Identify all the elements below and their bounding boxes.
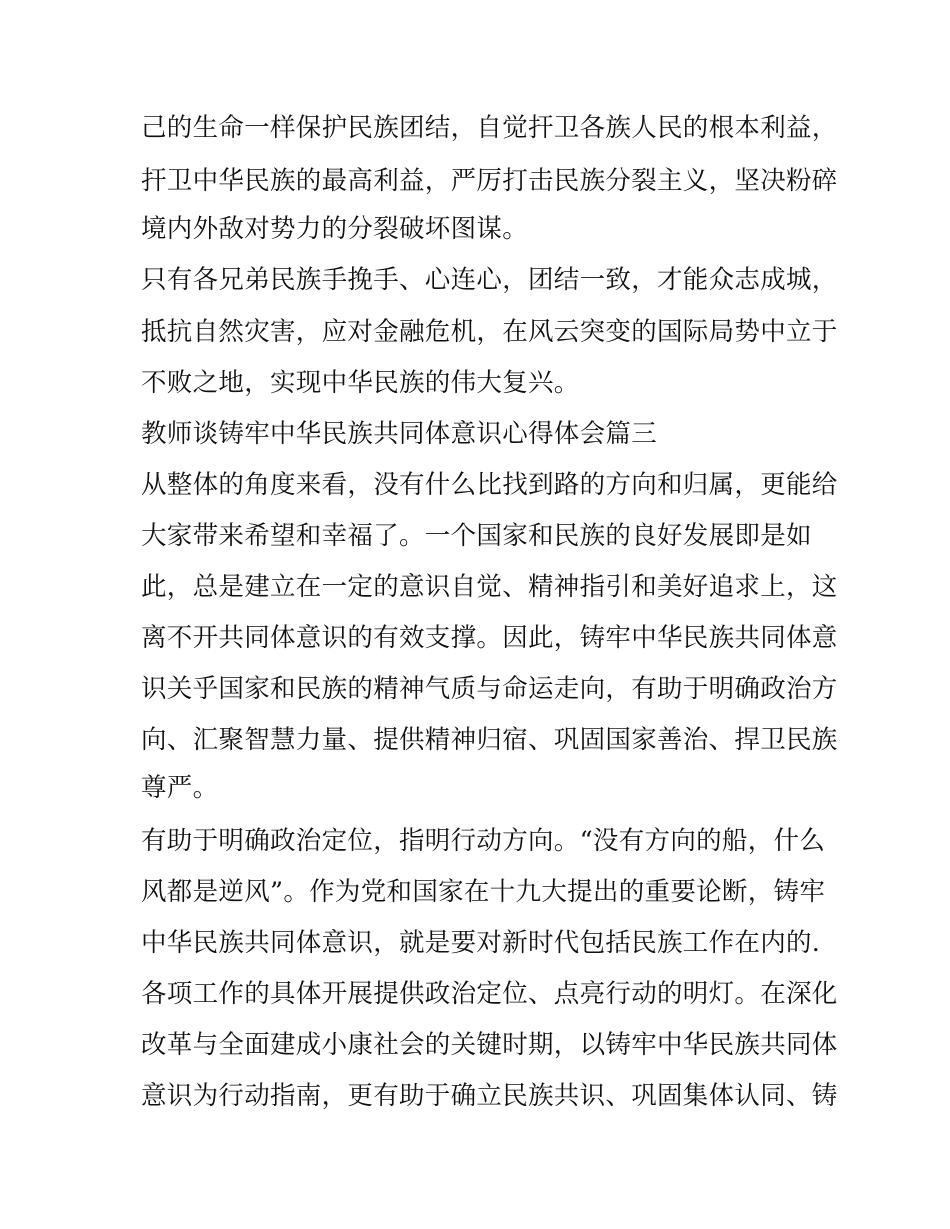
text-line: 不败之地，实现中华民族的伟大复兴。 <box>141 368 580 398</box>
text-line: 尊严。 <box>141 773 219 803</box>
text-line: 只有各兄弟民族手挽手、心连心，团结一致，才能众志成城， <box>141 265 838 295</box>
text-line: 己的生命一样保护民族团结，自觉扞卫各族人民的根本利益， <box>141 113 838 143</box>
text-line: 有助于明确政治定位，指明行动方向。“没有方向的船，什么 <box>141 826 826 856</box>
text-line: 风都是逆风”。作为党和国家在十九大提出的重要论断，铸牢 <box>141 877 826 907</box>
text-line: 向、汇聚智慧力量、提供精神归宿、巩固国家善治、捍卫民族 <box>141 725 838 755</box>
text-line: 此，总是建立在一定的意识自觉、精神指引和美好追求上，这 <box>141 572 838 602</box>
text-line: 中华民族共同体意识，就是要对新时代包括民族工作在内的. <box>141 928 821 958</box>
text-line: 大家带来希望和幸福了。一个国家和民族的良好发展即是如 <box>141 521 812 551</box>
text-line: 各项工作的具体开展提供政治定位、点亮行动的明灯。在深化 <box>141 979 838 1009</box>
text-line: 意识为行动指南，更有助于确立民族共识、巩固集体认同、铸 <box>141 1081 838 1111</box>
text-line: 扞卫中华民族的最高利益，严厉打击民族分裂主义，坚决粉碎 <box>141 166 838 196</box>
text-line: 境内外敌对势力的分裂破坏图谋。 <box>141 214 529 244</box>
section-heading: 教师谈铸牢中华民族共同体意识心得体会篇三 <box>141 419 658 449</box>
text-line: 识关乎国家和民族的精神气质与命运走向，有助于明确政治方 <box>141 674 838 704</box>
text-line: 从整体的角度来看，没有什么比找到路的方向和归属，更能给 <box>141 470 838 500</box>
text-line: 离不开共同体意识的有效支撑。因此，铸牢中华民族共同体意 <box>141 623 838 653</box>
text-line: 抵抗自然灾害，应对金融危机，在风云突变的国际局势中立于 <box>141 317 838 347</box>
text-line: 改革与全面建成小康社会的关键时期，以铸牢中华民族共同体 <box>141 1030 838 1060</box>
